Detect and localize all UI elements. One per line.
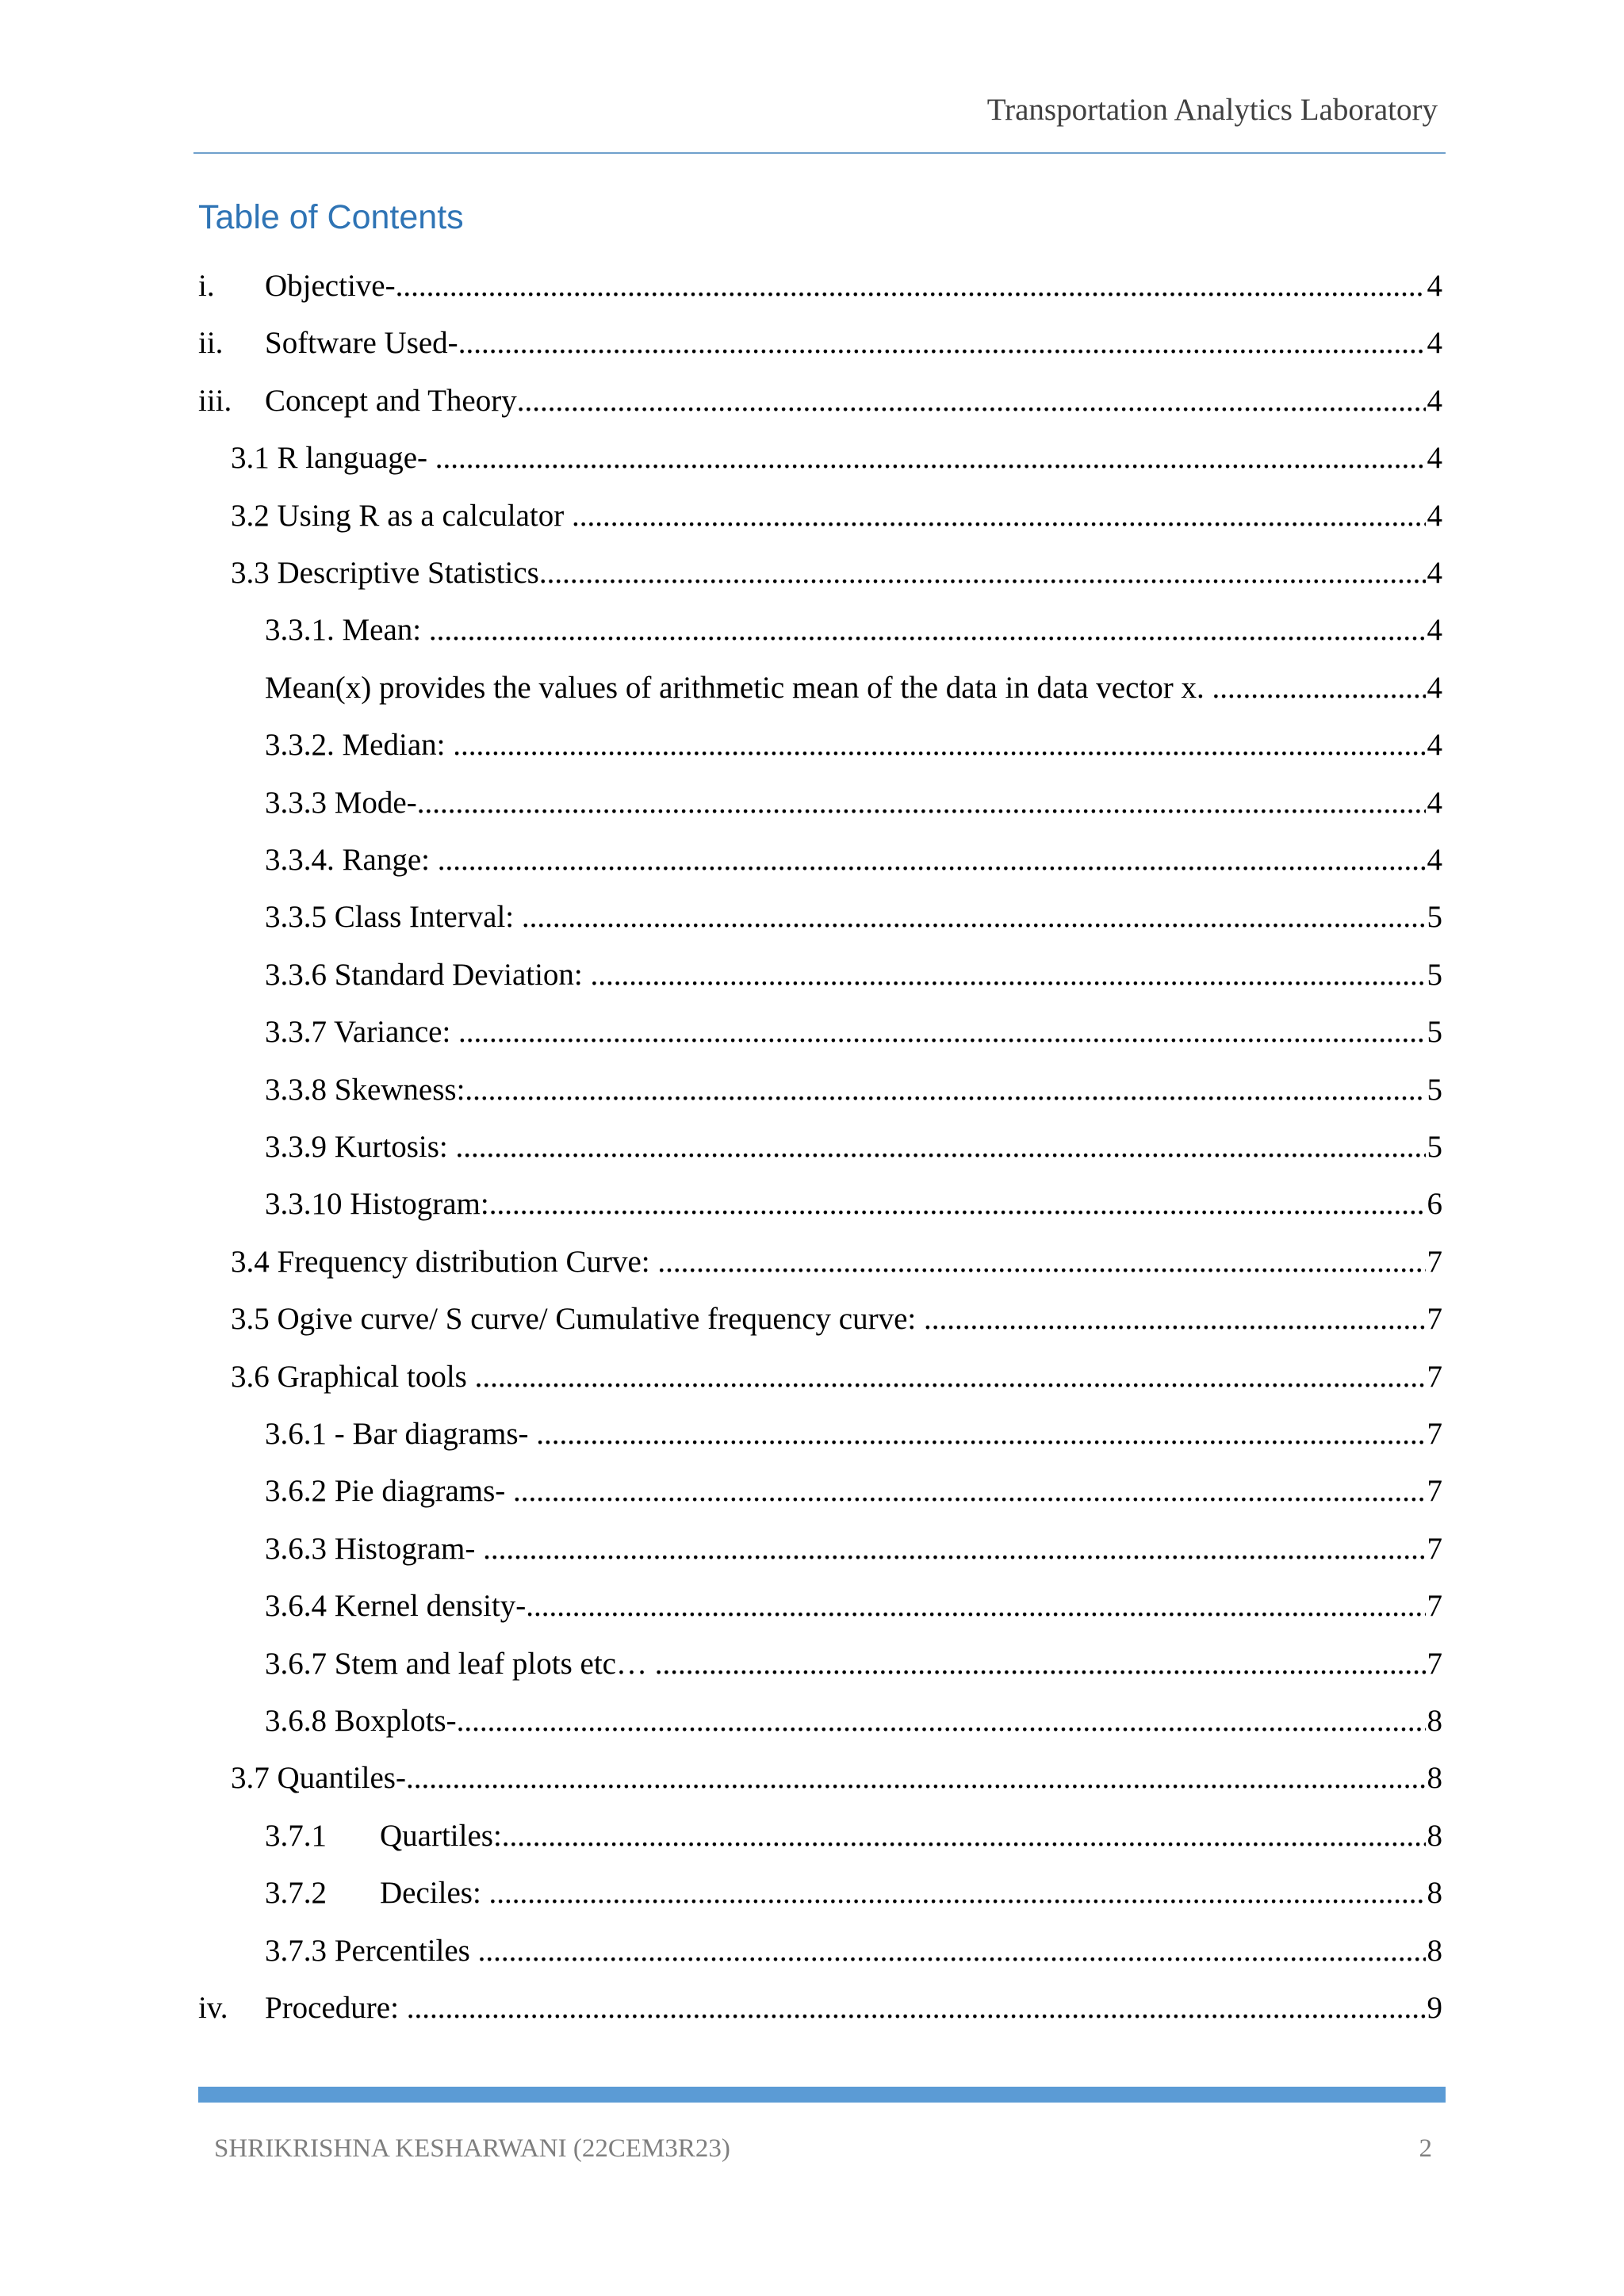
toc-dot-leader	[483, 1530, 1425, 1568]
toc-entry-title: 3.6 Graphical tools	[231, 1360, 475, 1394]
toc-dot-leader	[502, 1817, 1426, 1855]
footer-page-number: 2	[1419, 2134, 1432, 2163]
toc-entry[interactable]	[265, 1702, 1442, 1740]
toc-entry[interactable]	[265, 1874, 1442, 1912]
toc-entry[interactable]	[265, 956, 1442, 994]
toc-entry-page: 8	[1427, 1761, 1442, 1795]
toc-entry-number: ii.	[198, 326, 224, 360]
toc-dot-leader	[547, 554, 1426, 592]
toc-entry-title: Deciles:	[380, 1876, 489, 1910]
toc-dot-leader	[489, 1874, 1426, 1912]
toc-entry-title: Procedure:	[265, 1991, 407, 2025]
toc-entry[interactable]	[265, 1472, 1442, 1510]
toc-entry-title: 3.3.7 Variance:	[265, 1015, 459, 1049]
toc-entry-page: 7	[1427, 1360, 1442, 1394]
toc-entry-title: 3.4 Frequency distribution Curve:	[231, 1245, 658, 1279]
toc-entry-title: Mean(x) provides the values of arithmetic mean of the data in data vector x.	[265, 671, 1212, 705]
toc-dot-leader	[435, 439, 1426, 477]
toc-dot-leader	[453, 726, 1425, 764]
toc-entry-page: 4	[1427, 671, 1442, 705]
header-divider	[193, 152, 1446, 154]
toc-entry-title: Software Used-	[265, 326, 458, 360]
toc-dot-leader	[406, 1759, 1426, 1797]
toc-dot-leader	[417, 784, 1426, 822]
toc-entry-title: 3.3.2. Median:	[265, 728, 454, 762]
toc-dot-leader	[458, 1013, 1425, 1051]
running-header-title: Transportation Analytics Laboratory	[986, 93, 1438, 127]
toc-entry-page: 8	[1427, 1876, 1442, 1910]
toc-entry-page: 8	[1427, 1934, 1442, 1968]
toc-entry[interactable]	[265, 726, 1442, 764]
toc-entry-title: 3.5 Ogive curve/ S curve/ Cumulative frequency curve:	[231, 1302, 924, 1336]
toc-entry[interactable]	[265, 1128, 1442, 1166]
toc-entry[interactable]	[265, 1185, 1442, 1223]
toc-entry-page: 5	[1427, 900, 1442, 934]
toc-entry-title: 3.3.8 Skewness:	[265, 1073, 465, 1107]
toc-dot-leader	[478, 1932, 1426, 1970]
toc-dot-leader	[572, 497, 1426, 535]
toc-entry[interactable]	[231, 439, 1442, 477]
toc-entry-title: 3.6.3 Histogram-	[265, 1532, 484, 1566]
toc-entry[interactable]	[231, 554, 1442, 592]
toc-entry-page: 7	[1427, 1474, 1442, 1508]
toc-heading: Table of Contents	[198, 198, 464, 236]
toc-entry-title: 3.2 Using R as a calculator	[231, 499, 572, 533]
toc-entry[interactable]	[265, 1071, 1442, 1109]
toc-entry-page: 7	[1427, 1647, 1442, 1681]
toc-entry-page: 5	[1427, 958, 1442, 992]
toc-entry-page: 4	[1427, 499, 1442, 533]
toc-dot-leader	[522, 898, 1426, 936]
toc-entry[interactable]	[265, 1415, 1442, 1453]
toc-entry[interactable]	[265, 784, 1442, 822]
toc-entry-title: 3.3.3 Mode-	[265, 786, 417, 820]
toc-entry[interactable]	[198, 267, 1442, 305]
toc-dot-leader	[655, 1645, 1426, 1683]
toc-entry[interactable]	[198, 324, 1442, 362]
toc-entry-page: 4	[1427, 269, 1442, 303]
toc-entry-title: 3.6.1 - Bar diagrams-	[265, 1417, 537, 1451]
toc-entry-title: 3.3.10 Histogram:	[265, 1187, 489, 1221]
toc-entry-number: i.	[198, 269, 215, 303]
toc-entry[interactable]	[231, 497, 1442, 535]
toc-entry-title: 3.3.9 Kurtosis:	[265, 1130, 456, 1164]
toc-entry-title: 3.6.8 Boxplots-	[265, 1704, 457, 1738]
toc-entry[interactable]	[265, 1013, 1442, 1051]
toc-entry-page: 5	[1427, 1015, 1442, 1049]
toc-dot-leader	[489, 1185, 1426, 1223]
toc-entry[interactable]	[265, 898, 1442, 936]
toc-dot-leader	[456, 1128, 1426, 1166]
toc-dot-leader	[458, 324, 1426, 362]
toc-entry-title: 3.6.7 Stem and leaf plots etc…	[265, 1647, 655, 1681]
toc-dot-leader	[517, 382, 1426, 420]
toc-entry-number: 3.7.2	[265, 1876, 327, 1910]
toc-dot-leader	[407, 1989, 1426, 2027]
toc-entry[interactable]	[265, 841, 1442, 879]
toc-entry-title: Objective-	[265, 269, 396, 303]
toc-entry-page: 4	[1427, 326, 1442, 360]
toc-dot-leader	[438, 841, 1426, 879]
toc-dot-leader	[536, 1415, 1425, 1453]
toc-entry-page: 6	[1427, 1187, 1442, 1221]
toc-entry[interactable]	[265, 1530, 1442, 1568]
toc-entry-page: 5	[1427, 1130, 1442, 1164]
toc-entry-page: 4	[1427, 613, 1442, 647]
toc-entry-page: 4	[1427, 728, 1442, 762]
toc-entry-page: 9	[1427, 1991, 1442, 2025]
toc-entry-page: 7	[1427, 1245, 1442, 1279]
toc-entry-page: 5	[1427, 1073, 1442, 1107]
toc-entry-page: 8	[1427, 1704, 1442, 1738]
toc-entry[interactable]	[231, 1300, 1442, 1338]
toc-entry-title: Concept and Theory	[265, 384, 517, 418]
toc-entry-page: 7	[1427, 1302, 1442, 1336]
toc-dot-leader	[457, 1702, 1426, 1740]
toc-entry-title: 3.6.2 Pie diagrams-	[265, 1474, 514, 1508]
toc-entry-number: 3.7.1	[265, 1819, 327, 1853]
toc-entry-page: 8	[1427, 1819, 1442, 1853]
toc-entry-page: 7	[1427, 1417, 1442, 1451]
toc-entry-number: iv.	[198, 1991, 228, 2025]
toc-dot-leader	[657, 1243, 1425, 1281]
footer-bar	[198, 2087, 1446, 2103]
toc-entry-title: 3.1 R language-	[231, 441, 435, 475]
toc-entry[interactable]	[265, 1932, 1442, 1970]
toc-entry-title: 3.3.5 Class Interval:	[265, 900, 522, 934]
toc-dot-leader	[465, 1071, 1425, 1109]
toc-entry-page: 4	[1427, 441, 1442, 475]
toc-entry-page: 4	[1427, 843, 1442, 877]
toc-entry-page: 4	[1427, 384, 1442, 418]
toc-dot-leader	[396, 267, 1426, 305]
toc-entry-title: 3.6.4 Kernel density-	[265, 1589, 527, 1623]
toc-entry-title: 3.3.1. Mean:	[265, 613, 429, 647]
toc-entry-title: 3.3 Descriptive Statistics.	[231, 556, 547, 590]
toc-entry-title: 3.7 Quantiles-	[231, 1761, 406, 1795]
toc-entry-title: 3.7.3 Percentiles	[265, 1934, 478, 1968]
toc-dot-leader	[924, 1300, 1426, 1338]
toc-entry-page: 4	[1427, 556, 1442, 590]
footer-author: SHRIKRISHNA KESHARWANI (22CEM3R23)	[214, 2134, 730, 2163]
toc-entry[interactable]	[265, 669, 1442, 707]
toc-dot-leader	[1212, 669, 1425, 707]
toc-dot-leader	[513, 1472, 1425, 1510]
toc-entry-page: 7	[1427, 1532, 1442, 1566]
toc-dot-leader	[429, 611, 1426, 649]
toc-entry[interactable]	[231, 1759, 1442, 1797]
toc-entry-page: 7	[1427, 1589, 1442, 1623]
toc-entry[interactable]	[231, 1358, 1442, 1396]
toc-entry[interactable]	[231, 1243, 1442, 1281]
toc-entry-number: iii.	[198, 384, 232, 418]
toc-entry[interactable]	[265, 1645, 1442, 1683]
toc-entry[interactable]	[265, 611, 1442, 649]
toc-entry[interactable]	[198, 382, 1442, 420]
toc-entry[interactable]	[265, 1817, 1442, 1855]
toc-entry[interactable]	[265, 1587, 1442, 1625]
toc-entry[interactable]	[198, 1989, 1442, 2027]
toc-dot-leader	[475, 1358, 1426, 1396]
toc-entry-title: 3.3.4. Range:	[265, 843, 438, 877]
toc-dot-leader	[526, 1587, 1425, 1625]
toc-entry-title: 3.3.6 Standard Deviation:	[265, 958, 591, 992]
toc-entry-page: 4	[1427, 786, 1442, 820]
toc-entry-title: Quartiles:	[380, 1819, 502, 1853]
toc-dot-leader	[591, 956, 1426, 994]
